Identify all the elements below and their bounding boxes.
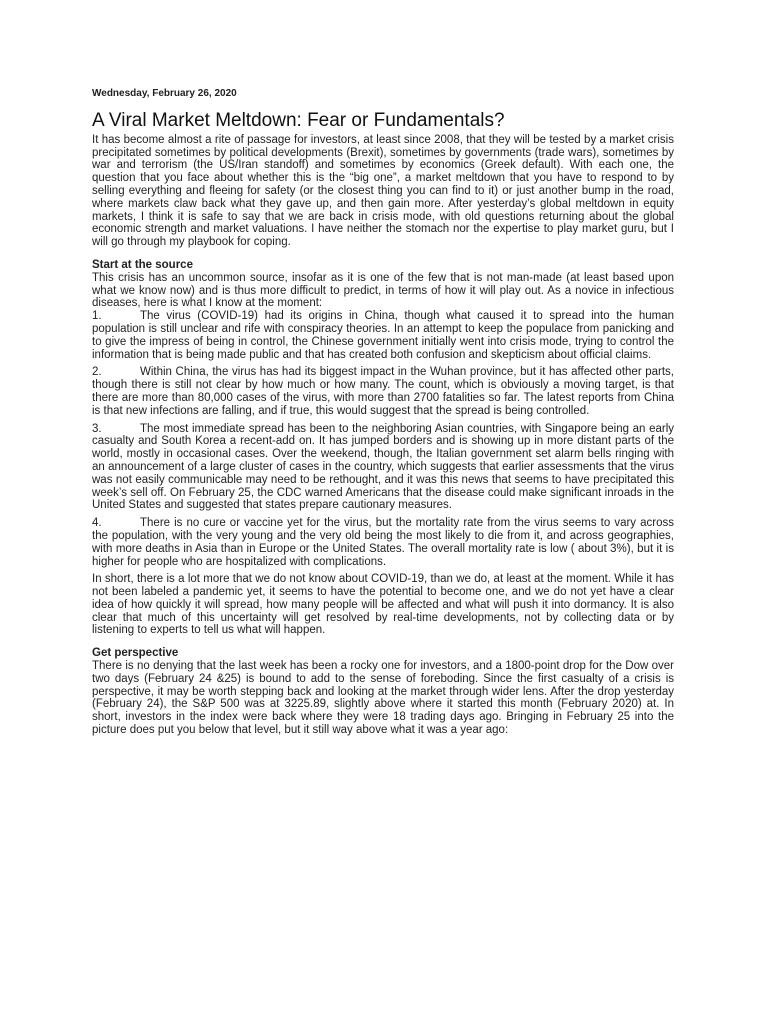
list-item [92, 423, 674, 513]
perspective-paragraph: There is no denying that the last week has been a rocky one for investors, and a 1800-point drop for the Dow over two days (February 24 &25) is bound to add to the sense of foreboding. Since the first casualty of a crisis is perspective, it may be worth stepping back and looking at the market through wider lens. After the drop yesterday (February 24), the S&P 500 was at 3225.89, slightly above where it started this month (February 2020) at. In short, investors in the index were back where they were 18 trading days ago. Bringing in February 25 into the picture does put you below that level, but it still way above what it was a year ago: [92, 660, 674, 737]
list-item-text: The most immediate spread has been to the neighboring Asian countries, with Singapore being an early casualty and South Korea a recent-add on. It has jumped borders and is showing up in more distant parts of the world, mostly in occasional cases. Over the weekend, though, the Italian government set alarm bells ringing with an announcement of a large cluster of cases in the country, which suggests that earlier assessments that the virus was not easily communicable may need to be rethought, and it was this news that seems to have precipitated this week’s sell off. On February 25, the CDC warned Americans that the disease could make significant inroads in the United States and suggested that states prepare cautionary measures. [92, 422, 674, 512]
closing-paragraph: In short, there is a lot more that we do not know about COVID-19, than we do, at least at the moment. While it has not been labeled a pandemic yet, it seems to have the potential to become one, and we do not yet have a clear idea of how quickly it will spread, how many people will be affected and what will push it into dormancy. It is also clear that much of this uncertainty will get resolved by real-time developments, not by collecting data or by listening to experts to tell us what will happen. [92, 573, 674, 637]
list-item [92, 366, 674, 417]
section-heading-source: Start at the source [92, 258, 193, 271]
list-item [92, 517, 674, 568]
article-title: A Viral Market Meltdown: Fear or Fundamentals? [92, 109, 505, 131]
list-number: 3. [92, 422, 102, 435]
post-date: Wednesday, February 26, 2020 [92, 88, 237, 99]
list-number: 4. [92, 517, 102, 530]
section-heading-perspective: Get perspective [92, 647, 179, 660]
list-item [92, 310, 674, 361]
list-item-text: Within China, the virus has had its biggest impact in the Wuhan province, but it has affected other parts, though there is still not clear by how much or how many. The count, which is obviously a moving target, is that there are more than 80,000 cases of the virus, with more than 2700 fatalities so far. The latest reports from China is that new infections are falling, and if true, this would suggest that the spread is being controlled. [92, 366, 674, 417]
list-number: 2. [92, 366, 102, 379]
intro-paragraph: It has become almost a rite of passage for investors, at least since 2008, that they will be tested by a market crisis precipitated sometimes by political developments (Brexit), sometimes by governments (trade wars), sometimes by war and terrorism (the US/Iran standoff) and sometimes by economics (Greek default). With each one, the question that you face about whether this is the “big one”, a market meltdown that you have to respond to by selling everything and fleeing for safety (or the closest thing you can find to it) or just another bump in the road, where markets claw back what they gave up, and then gain more. After yesterday’s global meltdown in equity markets, I think it is safe to say that we are back in crisis mode, with old questions returning about the global economic strength and market valuations. I have neither the stomach nor the expertise to play market guru, but I will go through my playbook for coping. [92, 133, 674, 249]
list-item-text: There is no cure or vaccine yet for the virus, but the mortality rate from the virus seems to vary across the population, with the very young and the very old being the most likely to die from it, and across geographies, with more deaths in Asia than in Europe or the United States. The overall mortality rate is low ( about 3%), but it is higher for people who are hospitalized with complications. [92, 517, 674, 568]
article [92, 88, 674, 737]
list-number: 1. [92, 310, 102, 323]
list-item-text: The virus (COVID-19) had its origins in China, though what caused it to spread into the human population is still unclear and rife with conspiracy theories. In an attempt to keep the populace from panicking and to give the impress of being in control, the Chinese government initially went into crisis mode, trying to control the information that is being made public and that has created both confusion and skepticism about official claims. [92, 310, 674, 361]
section-lead-paragraph: This crisis has an uncommon source, insofar as it is one of the few that is not man-made (at least based upon what we know now) and is thus more difficult to predict, in terms of how it will play out. As a novice in infectious diseases, here is what I know at the moment: [92, 271, 674, 310]
